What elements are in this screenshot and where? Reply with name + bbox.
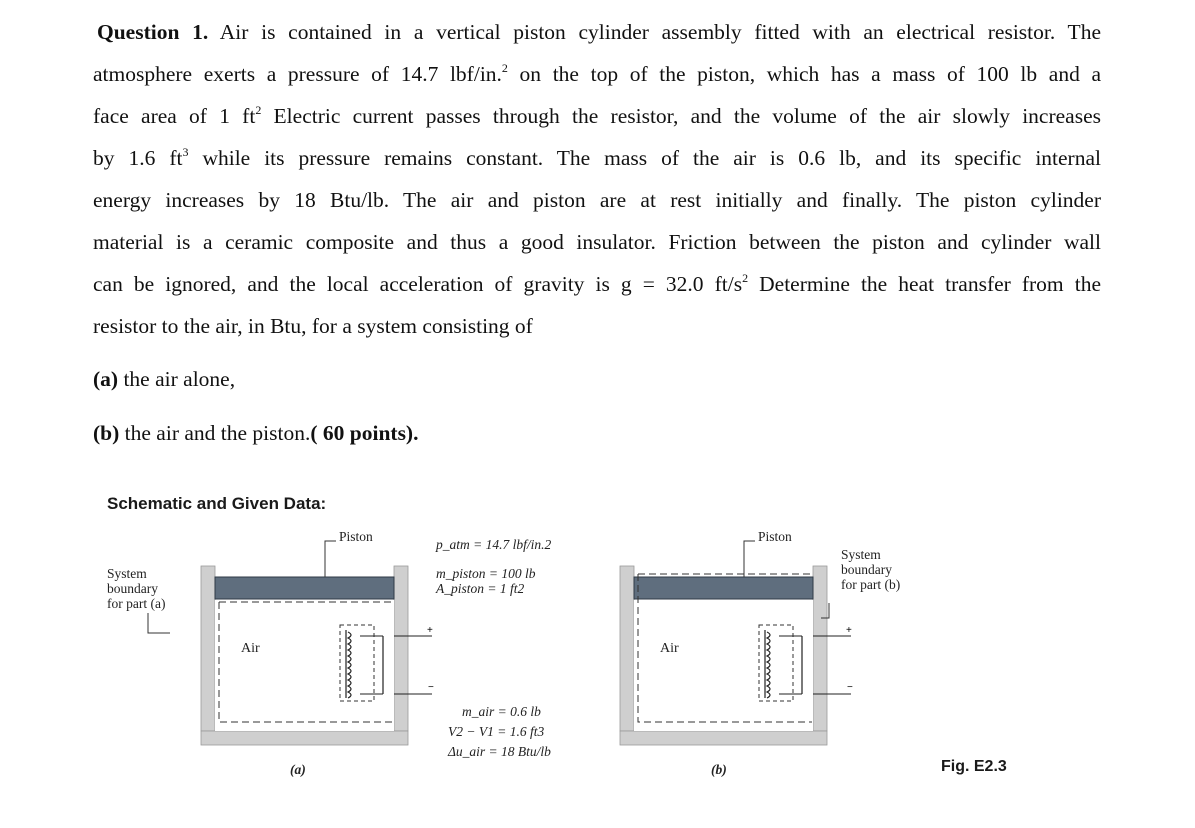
question-text-6: material is a ceramic composite and thus a good insulator. Friction between the piston and cylinder wall [93,230,1101,254]
points-label: ( 60 points). [310,421,419,445]
boundary-a-line-1: System [107,566,147,581]
question-line-2: atmosphere exerts a pressure of 14.7 lbf/in.$^2$ on the top of the piston, which has a mass of 100 lb and a [93,61,1101,86]
piston-leader-a [325,541,336,577]
boundary-label-a [107,566,165,611]
given-du: Δu_air = 18 Btu/lb [448,744,551,759]
question-line-3: face area of 1 $ft^2$ Electric current passes through the resistor, and the volume of the air slowly increases [93,103,1101,128]
boundary-a-line-3: for part (a) [107,596,166,611]
question-text-4b: while its pressure remains constant. The mass of the air is 0.6 lb, and its specific internal [188,146,1101,170]
question-text-3b: Electric current passes through the resistor, and the volume of the air slowly increases [261,104,1101,128]
question-line-4: by 1.6 $ft^3$ while its pressure remains constant. The mass of the air is 0.6 lb, and its specific internal [93,145,1101,170]
caption-a: (a) [290,762,306,777]
given-bottom [448,702,551,762]
schematic-heading: Schematic and Given Data: [107,494,327,513]
question-text-2a: atmosphere exerts a pressure of 14.7 lbf/in. [93,62,502,86]
piston-leader-b [744,541,755,577]
given-mair: m_air = 0.6 lb [462,704,541,719]
question-text-8: resistor to the air, in Btu, for a system consisting of [93,314,533,338]
boundary-label-b [841,547,900,592]
air-label-a: Air [241,641,260,656]
svg-text:−: − [847,682,853,693]
cylinder-wall-right-a [394,566,408,731]
piston-a [215,577,394,599]
figure-label: Fig. E2.3 [941,758,1007,775]
part-a-text: the air alone, [118,367,236,391]
part-a-label: (a) [93,367,119,391]
question-text-4a: by 1.6 ft [93,146,183,170]
air-region-b [634,600,813,731]
cylinder-wall-left-a [201,566,215,731]
svg-text:+: + [846,625,852,636]
question-text-7a: can be ignored, and the local acceleration of gravity is g = 32.0 ft/s [93,272,743,296]
question-text-1: Air is contained in a vertical piston cylinder assembly fitted with an electrical resistor. The [219,20,1101,44]
cylinder-base-a [201,731,408,745]
question-label: Question 1. [97,20,209,44]
piston-label-a: Piston [339,529,373,544]
boundary-b-line-1: System [841,547,881,562]
cylinder-wall-left-b [620,566,634,731]
question-text-2b: on the top of the piston, which has a mass of 100 lb and a [507,62,1101,86]
caption-b: (b) [711,762,727,777]
question-text-5: energy increases by 18 Btu/lb. The air and piston are at rest initially and finally. The piston cylinder [93,188,1101,212]
boundary-leader-a [148,613,170,633]
cylinder-base-b [620,731,827,745]
question-text-3a: face area of 1 ft [93,104,256,128]
boundary-b-line-2: boundary [841,562,892,577]
piston-b [634,577,813,599]
given-apiston: A_piston = 1 ft2 [436,581,525,596]
air-region-a [215,600,394,731]
svg-text:+: + [427,625,433,636]
figure-b [620,541,853,745]
question-line-7: can be ignored, and the local acceleration of gravity is g = 32.0 $ft/s^2$ Determine the heat transfer from the [93,271,1101,296]
air-label-b: Air [660,641,679,656]
cylinder-wall-right-b [813,566,827,731]
piston-label-b: Piston [758,529,792,544]
part-b-label: (b) [93,421,120,445]
part-b-text: the air and the piston. [119,421,311,445]
given-patm: p_atm = 14.7 lbf/in.2 [436,537,552,552]
given-mpiston: m_piston = 100 lb [436,566,536,581]
given-top [436,537,551,596]
boundary-a-line-2: boundary [107,581,158,596]
given-dv: V2 − V1 = 1.6 ft3 [448,724,545,739]
figure-a [148,541,434,745]
boundary-b-line-3: for part (b) [841,577,901,592]
question-text-7b: Determine the heat transfer from the [748,272,1101,296]
svg-text:−: − [428,682,434,693]
